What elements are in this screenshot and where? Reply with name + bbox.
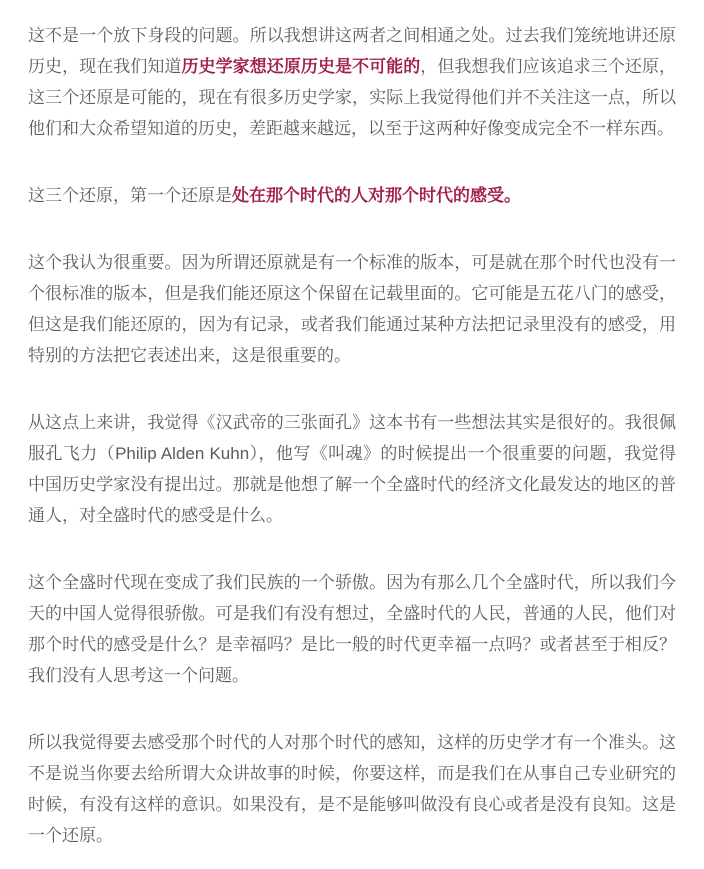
highlighted-text: 处在那个时代的人对那个时代的感受。 — [232, 186, 521, 205]
text-run: 这不是一个放下身段的问题。所以我想讲这两者之间相通之处。过去我们笼统地讲还原历史，现在我们知道 — [28, 26, 676, 76]
highlighted-text: 历史学家想还原历史是不可能的 — [181, 57, 421, 76]
text-run: ，但我想我们应该追求三个还原，这三个还原是可能的，现在有很多历史学家，实际上我觉得他们并不关注这一点，所以他们和大众希望知道的历史，差距越来越远，以至于这两种好像变成完全不一样东西。 — [28, 57, 677, 138]
article-paragraph — [28, 407, 676, 531]
article-paragraph — [28, 180, 676, 211]
article-paragraph — [28, 727, 676, 851]
text-run: 这个我认为很重要。因为所谓还原就是有一个标准的版本，可是就在那个时代也没有一个很标准的版本，但是我们能还原这个保留在记载里面的。它可能是五花八门的感受，但这是我们能还原的，因为有记录，或者我们能通过某种方法把记录里没有的感受，用特别的方法把它表述出来，这是很重要的。 — [28, 253, 676, 365]
article-paragraph — [28, 567, 676, 691]
text-run: 这三个还原，第一个还原是 — [28, 186, 232, 205]
text-run: 这个全盛时代现在变成了我们民族的一个骄傲。因为有那么几个全盛时代，所以我们今天的中国人觉得很骄傲。可是我们有没有想过，全盛时代的人民，普通的人民，他们对那个时代的感受是什么？是幸福吗？是比一般的时代更幸福一点吗？或者甚至于相反？我们没有人思考这一个问题。 — [28, 573, 676, 685]
article-paragraph — [28, 20, 676, 144]
article-paragraph — [28, 247, 676, 371]
text-run: 所以我觉得要去感受那个时代的人对那个时代的感知，这样的历史学才有一个准头。这不是说当你要去给所谓大众讲故事的时候，你要这样，而是我们在从事自己专业研究的时候，有没有这样的意识。如果没有，是不是能够叫做没有良心或者是没有良知。这是一个还原。 — [28, 733, 676, 845]
text-run: 从这点上来讲，我觉得《汉武帝的三张面孔》这本书有一些想法其实是很好的。我很佩服孔飞力（Philip Alden Kuhn），他写《叫魂》的时候提出一个很重要的问题，我觉得中国历史学家没有提出过。那就是他想了解一个全盛时代的经济文化最发达的地区的普通人，对全盛时代的感受是什么。 — [28, 413, 676, 525]
